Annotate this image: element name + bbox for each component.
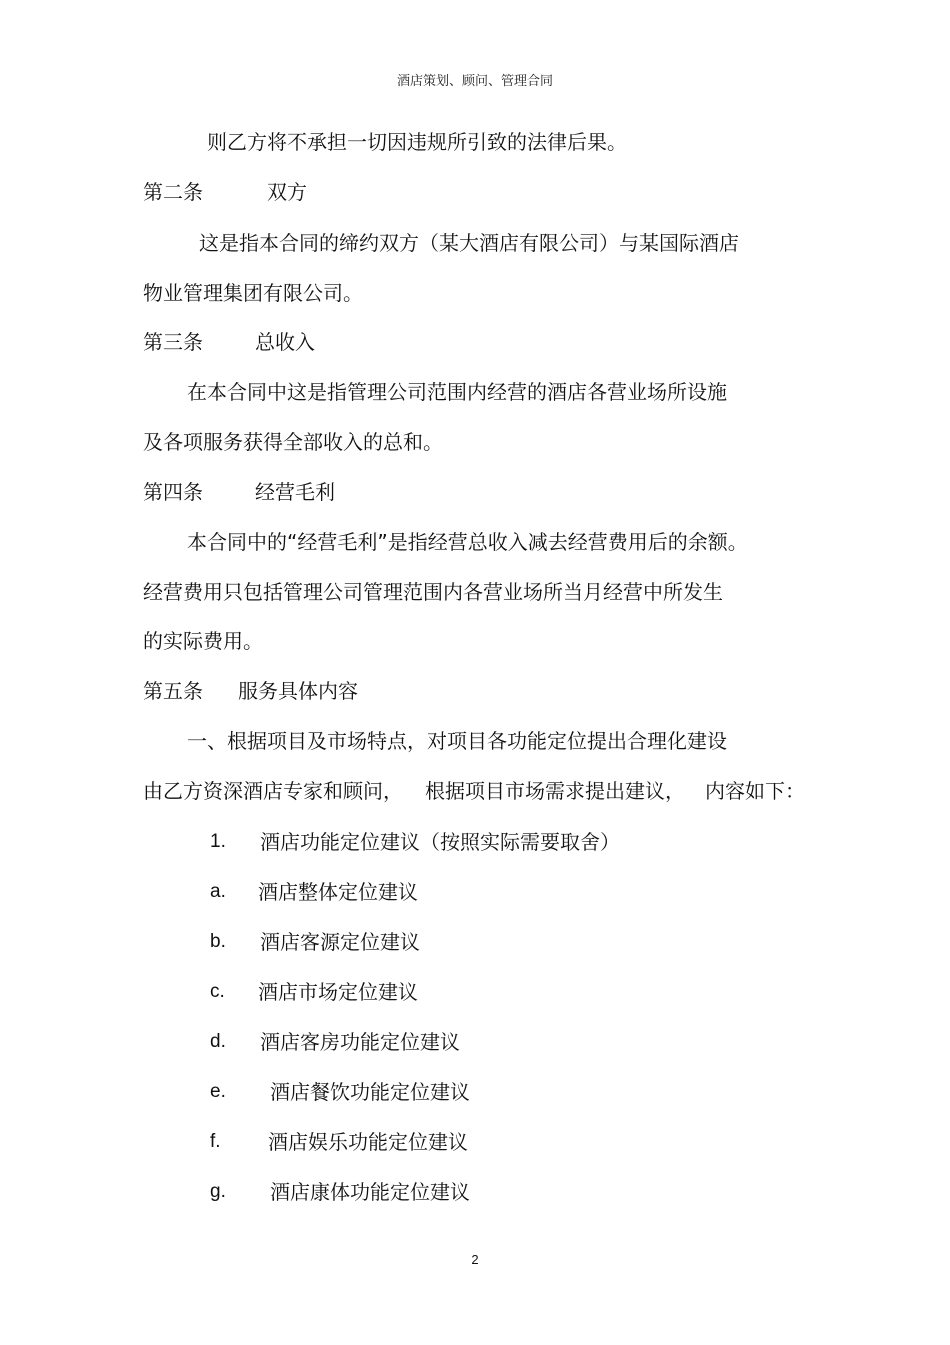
paragraph-line: 的实际费用。 <box>143 629 263 653</box>
article-2-number: 第二条 <box>143 180 203 204</box>
article-4-title: 经营毛利 <box>255 480 335 504</box>
paragraph-line: 根据项目市场需求提出建议， <box>425 779 685 803</box>
list-item: 酒店市场定位建议 <box>258 980 418 1004</box>
list-marker: d. <box>210 1031 226 1052</box>
list-marker: f. <box>210 1131 221 1152</box>
paragraph-line: 则乙方将不承担一切因违规所引致的法律后果。 <box>207 130 627 154</box>
list-marker: e. <box>210 1081 226 1102</box>
page-header: 酒店策划、顾问、管理合同 <box>396 74 553 89</box>
paragraph-line: 在本合同中这是指管理公司范围内经营的酒店各营业场所设施 <box>187 380 727 404</box>
paragraph-line: 这是指本合同的缔约双方（某大酒店有限公司）与某国际酒店 <box>199 231 739 255</box>
list-item: 酒店客房功能定位建议 <box>260 1030 460 1054</box>
paragraph-line: 本合同中的“经营毛利”是指经营总收入减去经营费用后的余额。 <box>187 530 748 554</box>
list-item: 酒店功能定位建议（按照实际需要取舍） <box>260 830 620 854</box>
paragraph-line: 经营费用只包括管理公司管理范围内各营业场所当月经营中所发生 <box>143 580 723 604</box>
article-5-number: 第五条 <box>143 679 203 703</box>
list-item: 酒店康体功能定位建议 <box>270 1180 470 1204</box>
article-4-number: 第四条 <box>143 480 203 504</box>
page-number: 2 <box>471 1252 479 1267</box>
list-item: 酒店客源定位建议 <box>260 930 420 954</box>
paragraph-line: 物业管理集团有限公司。 <box>143 281 363 305</box>
article-3-title: 总收入 <box>255 330 315 354</box>
list-item: 酒店娱乐功能定位建议 <box>268 1130 468 1154</box>
list-marker: b. <box>210 931 226 952</box>
list-marker: c. <box>210 981 225 1002</box>
list-marker: a. <box>210 881 226 902</box>
list-item: 酒店餐饮功能定位建议 <box>270 1080 470 1104</box>
article-3-number: 第三条 <box>143 330 203 354</box>
list-marker: g. <box>210 1181 226 1202</box>
list-item: 酒店整体定位建议 <box>258 880 418 904</box>
article-5-title: 服务具体内容 <box>238 679 358 703</box>
paragraph-line: 一、根据项目及市场特点，对项目各功能定位提出合理化建设 <box>187 729 727 753</box>
paragraph-line: 由乙方资深酒店专家和顾问， <box>143 779 403 803</box>
list-marker: 1. <box>210 831 226 852</box>
article-2-title: 双方 <box>267 180 307 204</box>
paragraph-line: 及各项服务获得全部收入的总和。 <box>143 430 443 454</box>
paragraph-line: 内容如下： <box>705 779 805 803</box>
